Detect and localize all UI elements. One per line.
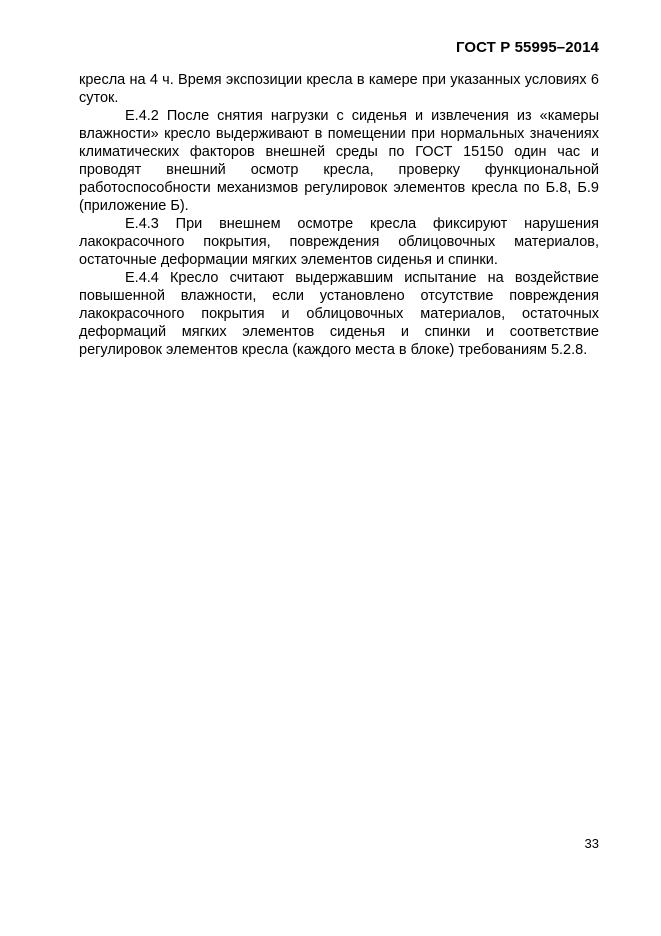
paragraph-continuation: кресла на 4 ч. Время экспозиции кресла в камере при указанных условиях 6 суток.	[79, 72, 599, 106]
paragraph-e-4-4: Е.4.4 Кресло считают выдержавшим испытание на воздействие повышенной влажности, если установлено отсутствие повреждения лакокрасочного покрытия и облицовочных материалов, остаточных деформаций мягких элементов сиденья и спинки и соответствие регулировок элементов кресла (каждого места в блоке) требованиям 5.2.8.	[79, 270, 599, 358]
page-number: 33	[584, 836, 599, 851]
document-body	[79, 71, 599, 359]
paragraph-e-4-3: Е.4.3 При внешнем осмотре кресла фиксируют нарушения лакокрасочного покрытия, повреждения облицовочных материалов, остаточные деформации мягких элементов сиденья и спинки.	[79, 216, 599, 268]
document-header-standard: ГОСТ Р 55995–2014	[455, 39, 599, 56]
paragraph-e-4-2: Е.4.2 После снятия нагрузки с сиденья и извлечения из «камеры влажности» кресло выдерживают в помещении при нормальных значениях климатических факторов внешней среды по ГОСТ 15150 один час и проводят внешний осмотр кресла, проверку функциональной работоспособности механизмов регулировок элементов кресла по Б.8, Б.9 (приложение Б).	[79, 108, 599, 214]
